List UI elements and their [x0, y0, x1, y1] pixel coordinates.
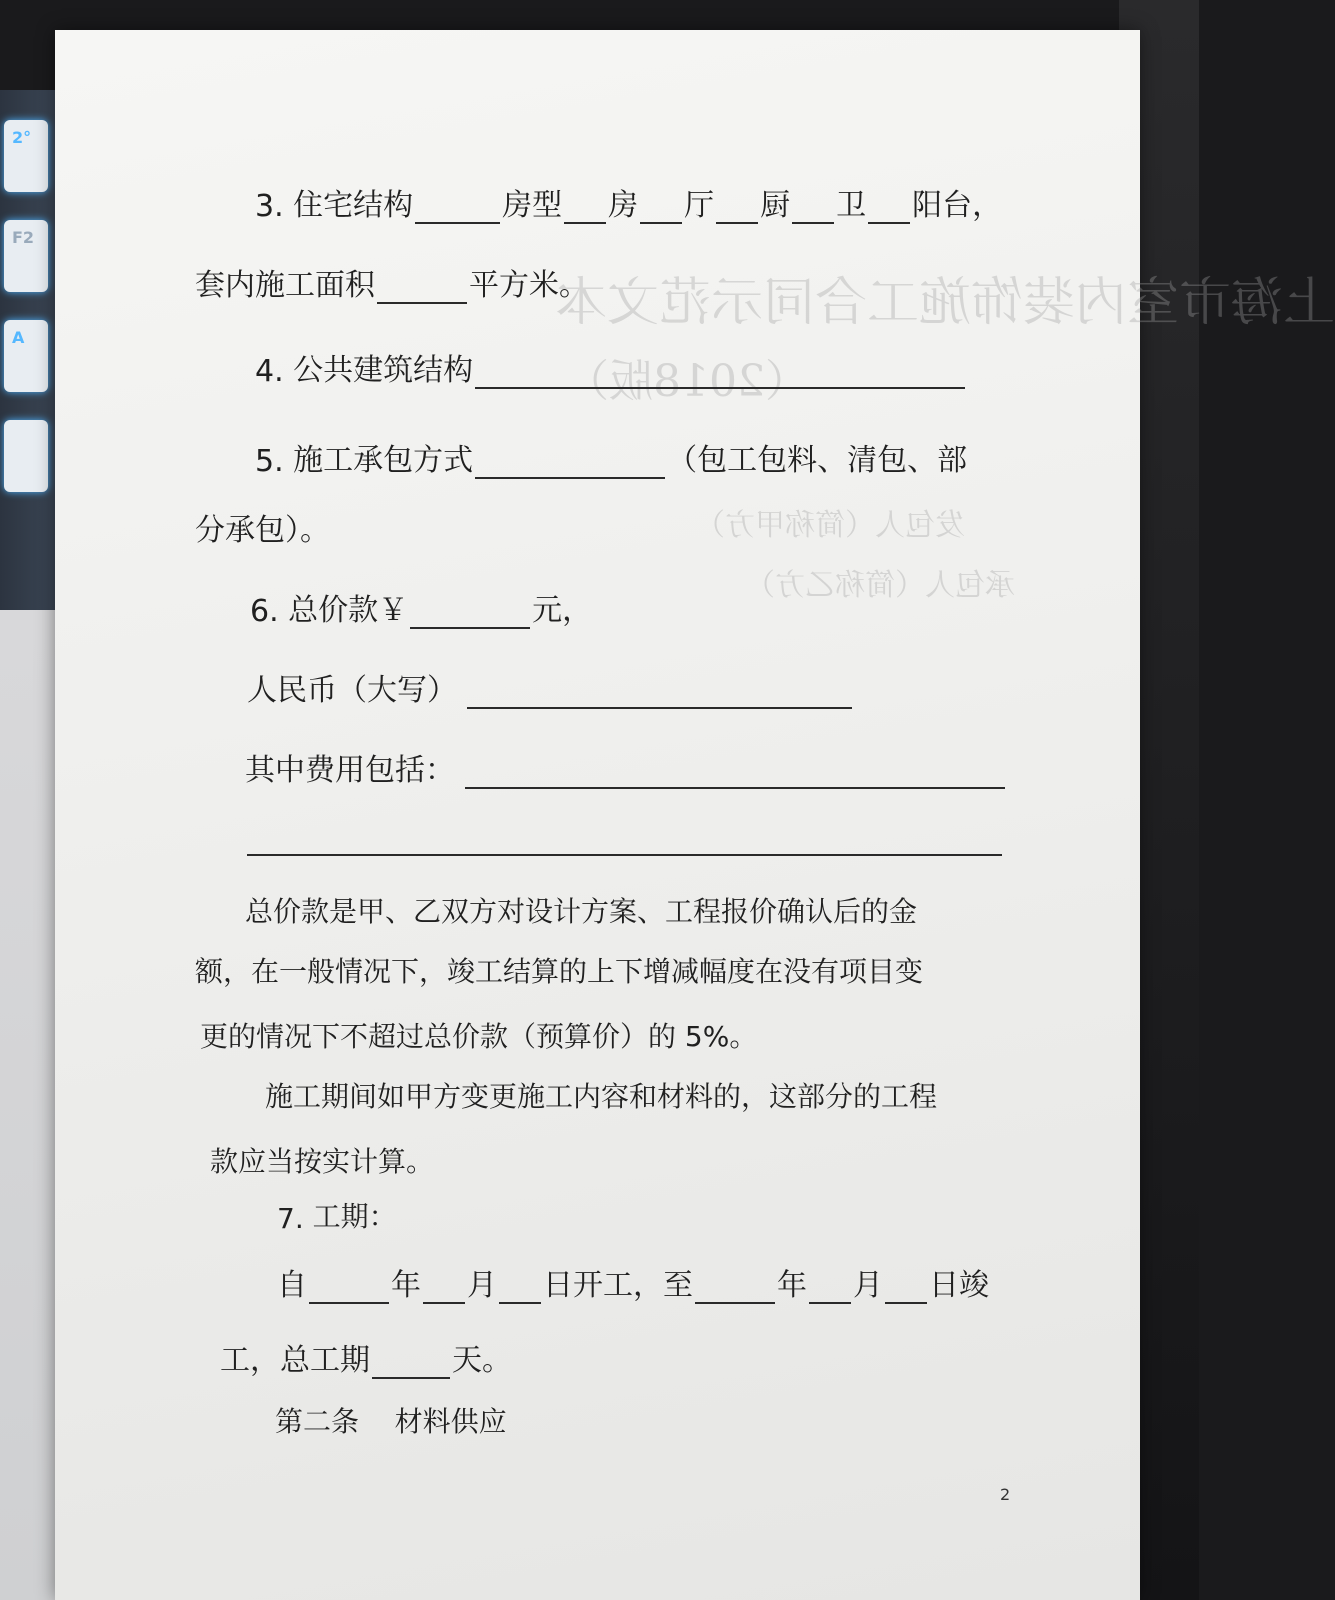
label: 总价款￥ — [288, 593, 409, 628]
blank-field[interactable] — [640, 188, 682, 224]
blank-field[interactable] — [475, 353, 965, 389]
fees-line — [245, 745, 1007, 789]
paragraph-total-price-3: 更的情况下不超过总价款（预算价）的 5%。 — [200, 1020, 758, 1053]
label: 厨 — [760, 188, 791, 223]
keyboard-key: A — [4, 320, 48, 392]
label: 阳台， — [912, 188, 1003, 223]
blank-field[interactable] — [410, 593, 530, 629]
blank-field[interactable] — [415, 188, 500, 224]
clause-7 — [277, 1195, 397, 1235]
label: 住宅结构 — [293, 188, 414, 223]
clause-number: 5. — [255, 444, 284, 479]
clause-3-line-1 — [255, 180, 1002, 224]
blank-field[interactable] — [475, 443, 665, 479]
clause-3-line-2 — [195, 260, 589, 304]
label: （包工包料、清包、部 — [667, 443, 968, 478]
keyboard-key — [4, 420, 48, 492]
label: 卫 — [836, 188, 867, 223]
blank-field[interactable] — [377, 268, 467, 304]
paragraph-changes-2: 款应当按实计算。 — [210, 1145, 435, 1178]
paragraph-changes-1: 施工期间如甲方变更施工内容和材料的，这部分的工程 — [265, 1080, 938, 1113]
label: 房 — [608, 188, 639, 223]
blank-field[interactable] — [465, 753, 1005, 789]
clause-number: 4. — [255, 354, 284, 389]
blank-field[interactable] — [695, 1268, 775, 1304]
label: 厅 — [684, 188, 715, 223]
blank-field[interactable] — [467, 673, 852, 709]
blank-field[interactable] — [716, 188, 758, 224]
bleed-through-title: 上海市室内装饰施工合同示范文本 — [555, 273, 1335, 333]
blank-field-full[interactable] — [247, 820, 1002, 856]
label: 月 — [853, 1268, 883, 1303]
clause-number: 6. — [250, 594, 279, 629]
clause-6 — [250, 585, 592, 629]
label: 日竣 — [929, 1268, 989, 1303]
schedule-line-1 — [277, 1260, 989, 1304]
label: 天。 — [452, 1343, 512, 1378]
article-heading: 第二条 材料供应 — [275, 1405, 507, 1438]
bleed-through-party-a: 发包人（简称甲方） — [695, 508, 965, 543]
label: 年 — [777, 1268, 807, 1303]
label: 年 — [391, 1268, 421, 1303]
blank-field[interactable] — [423, 1268, 465, 1304]
label: 公共建筑结构 — [293, 353, 474, 388]
blank-field[interactable] — [868, 188, 910, 224]
blank-field[interactable] — [564, 188, 606, 224]
schedule-line-2 — [220, 1335, 512, 1379]
blank-field[interactable] — [885, 1268, 927, 1304]
blank-field[interactable] — [309, 1268, 389, 1304]
paragraph-total-price-1: 总价款是甲、乙双方对设计方案、工程报价确认后的金 — [245, 895, 918, 928]
blank-field[interactable] — [372, 1343, 450, 1379]
clause-number: 3. — [255, 189, 284, 224]
clause-5-line-2 — [195, 505, 330, 549]
blank-field[interactable] — [792, 188, 834, 224]
bleed-through-party-b: 承包人（简称乙方） — [745, 568, 1015, 603]
label: 日开工，至 — [543, 1268, 693, 1303]
clause-5-line-1 — [255, 435, 967, 479]
bleed-through-year: （2018版） — [565, 356, 809, 407]
rmb-line — [247, 665, 854, 709]
blank-field[interactable] — [499, 1268, 541, 1304]
page-number: 2 — [1000, 1485, 1011, 1504]
label: 房型 — [502, 188, 563, 223]
clause-number: 7. — [277, 1202, 304, 1235]
label: 人民币（大写） — [247, 673, 457, 708]
label: 自 — [277, 1268, 307, 1303]
label: 平方米。 — [469, 268, 589, 303]
label: 分承包）。 — [195, 513, 330, 548]
keyboard-key: 2° — [4, 120, 48, 192]
label: 其中费用包括： — [245, 753, 455, 788]
contract-page — [55, 30, 1335, 1600]
keyboard-key: F2 — [4, 220, 48, 292]
label: 月 — [467, 1268, 497, 1303]
label: 元， — [532, 593, 593, 628]
keyboard-background — [0, 90, 60, 610]
blank-field[interactable] — [809, 1268, 851, 1304]
label: 工，总工期 — [220, 1343, 370, 1378]
label: 工期： — [312, 1200, 397, 1233]
paragraph-total-price-2: 额，在一般情况下，竣工结算的上下增减幅度在没有项目变 — [195, 955, 924, 988]
label: 施工承包方式 — [293, 443, 474, 478]
clause-4 — [255, 345, 967, 389]
label: 套内施工面积 — [195, 268, 375, 303]
